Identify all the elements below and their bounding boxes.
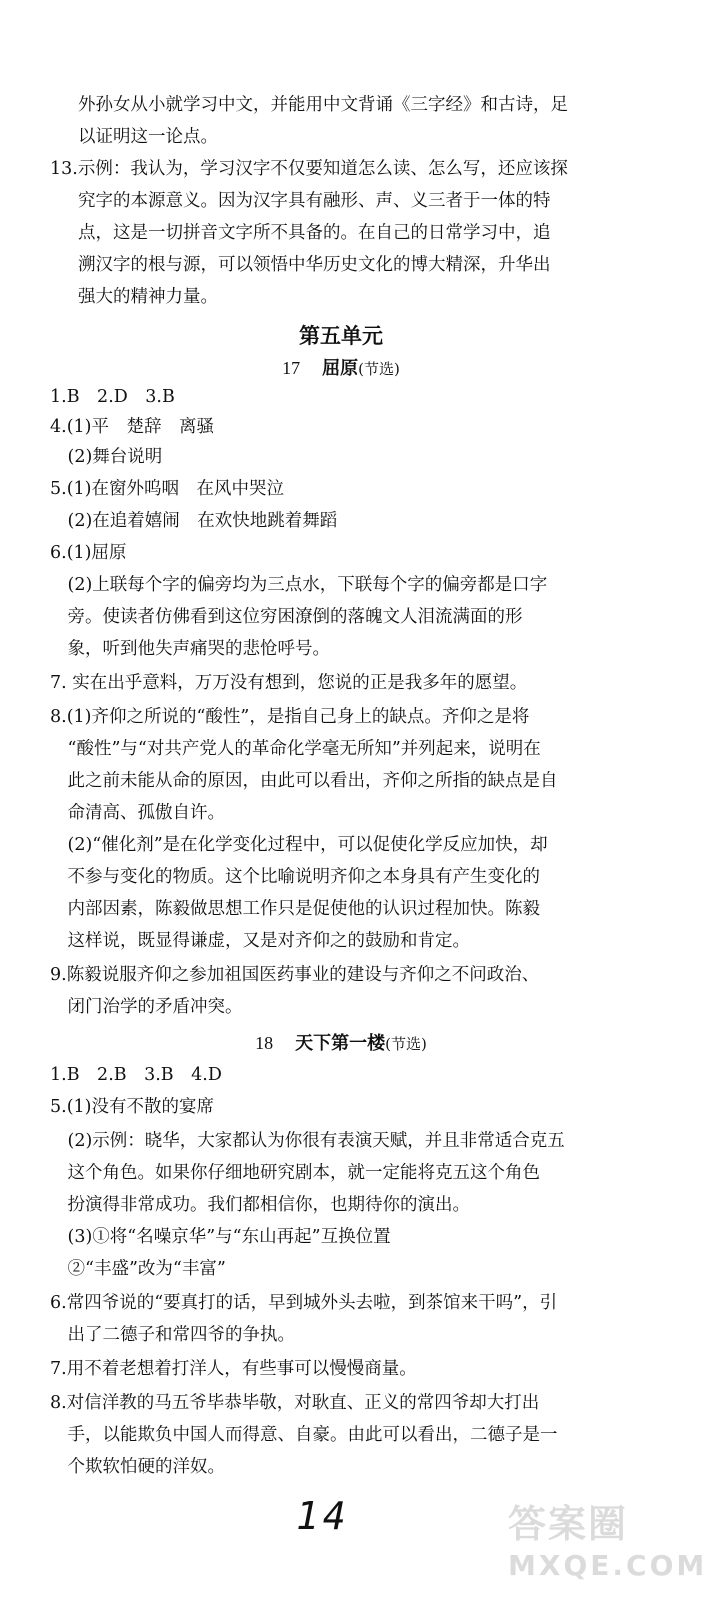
answer-line: 5.(1)在窗外呜咽 在风中哭泣: [50, 479, 284, 499]
answer-line: 1.B 2.D 3.B: [50, 387, 175, 407]
text-line: 溯汉字的根与源，可以领悟中华历史文化的博大精深，升华出: [78, 255, 551, 275]
answer-line: (3)①将“名噪京华”与“东山再起”互换位置: [50, 1227, 391, 1247]
answer-line: 6.常四爷说的“要真打的话，早到城外头去啦，到茶馆来干吗”，引: [50, 1293, 558, 1313]
answer-line: 出了二德子和常四爷的争执。: [50, 1325, 295, 1345]
answer-line: 7. 实在出乎意料，万万没有想到，您说的正是我多年的愿望。: [50, 673, 528, 693]
answer-line: 闭门治学的矛盾冲突。: [50, 997, 243, 1017]
answer-line: (2)示例：晓华，大家都认为你很有表演天赋，并且非常适合克五: [50, 1131, 565, 1151]
answer-line: 这个角色。如果你仔细地研究剧本，就一定能将克五这个角色: [50, 1163, 540, 1183]
answer-line: 5.(1)没有不散的宴席: [50, 1097, 214, 1117]
answer-line: 8.对信洋教的马五爷毕恭毕敬，对耿直、正义的常四爷却大打出: [50, 1393, 540, 1413]
lesson-title-17: [0, 355, 682, 382]
answer-line: 1.B 2.B 3.B 4.D: [50, 1065, 222, 1085]
lesson-name: 屈原: [322, 358, 359, 379]
lesson-number: 18: [255, 1033, 274, 1053]
lesson-name: 天下第一楼: [295, 1033, 386, 1054]
answer-line: “酸性”与“对共产党人的革命化学毫无所知”并列起来，说明在: [50, 739, 541, 759]
watermark-logo: [508, 1500, 707, 1596]
answer-line: 此之前未能从命的原因，由此可以看出，齐仰之所指的缺点是自: [50, 771, 558, 791]
answer-line: 6.(1)屈原: [50, 543, 127, 563]
watermark-domain: MXQE.COM: [508, 1549, 707, 1582]
text-line: 外孙女从小就学习中文，并能用中文背诵《三字经》和古诗，足: [78, 95, 568, 115]
answer-line: 内部因素，陈毅做思想工作只是促使他的认识过程加快。陈毅: [50, 899, 540, 919]
text-line: 究字的本源意义。因为汉字具有融形、声、义三者于一体的特: [78, 191, 551, 211]
text-line: 强大的精神力量。: [78, 287, 218, 307]
answer-line: 手，以能欺负中国人而得意、自豪。由此可以看出，二德子是一: [50, 1425, 558, 1445]
answer-line: 8.(1)齐仰之所说的“酸性”，是指自己身上的缺点。齐仰之是将: [50, 707, 530, 727]
lesson-note: (节选): [358, 360, 400, 378]
text-line: 13.示例：我认为，学习汉字不仅要知道怎么读、怎么写，还应该探: [50, 159, 568, 179]
unit-title: 第五单元: [299, 324, 383, 348]
lesson-number: 17: [282, 358, 301, 378]
text-line: 以证明这一论点。: [78, 127, 218, 147]
answer-line: 不参与变化的物质。这个比喻说明齐仰之本身具有产生变化的: [50, 867, 540, 887]
lesson-note: (节选): [385, 1035, 427, 1053]
answer-line: 旁。使读者仿佛看到这位穷困潦倒的落魄文人泪流满面的形: [50, 607, 523, 627]
watermark-text: 答案圈: [508, 1502, 629, 1546]
answer-line: 7.用不着老想着打洋人，有些事可以慢慢商量。: [50, 1359, 417, 1379]
answer-line: 扮演得非常成功。我们都相信你，也期待你的演出。: [50, 1195, 470, 1215]
answer-line: (2)在追着嬉闹 在欢快地跳着舞蹈: [50, 511, 338, 531]
answer-line: 象，听到他失声痛哭的悲怆呼号。: [50, 639, 330, 659]
answer-line: 这样说，既显得谦虚，又是对齐仰之的鼓励和肯定。: [50, 931, 470, 951]
text-line: 点，这是一切拼音文字所不具备的。在自己的日常学习中，追: [78, 223, 551, 243]
answer-line: 4.(1)平 楚辞 离骚: [50, 417, 214, 437]
page-number: 14: [296, 1494, 350, 1538]
answer-line: (2)舞台说明: [50, 447, 163, 467]
answer-line: (2)“催化剂”是在化学变化过程中，可以促使化学反应加快，却: [50, 835, 548, 855]
answer-line: (2)上联每个字的偏旁均为三点水，下联每个字的偏旁都是口字: [50, 575, 548, 595]
lesson-title-18: [0, 1030, 682, 1057]
answer-line: ②“丰盛”改为“丰富”: [50, 1259, 226, 1279]
answer-line: 个欺软怕硬的洋奴。: [50, 1457, 225, 1477]
answer-line: 9.陈毅说服齐仰之参加祖国医药事业的建设与齐仰之不问政治、: [50, 965, 540, 985]
answer-line: 命清高、孤傲自许。: [50, 803, 225, 823]
